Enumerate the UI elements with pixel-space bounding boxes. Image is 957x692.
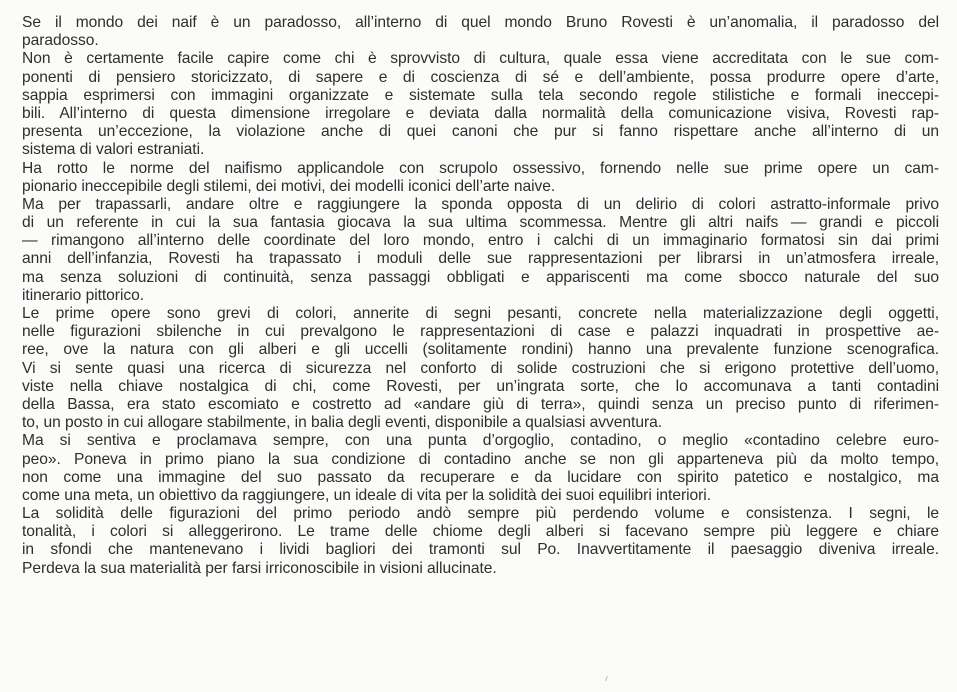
text-line: Ma per trapassarli, andare oltre e raggiungere la sponda opposta di un delirio di colori astratto-informale privo xyxy=(22,195,939,213)
text-line: di un referente in cui la sua fantasia giocava la sua ultima scommessa. Mentre gli altri naifs — grandi e piccoli xyxy=(22,214,939,232)
text-line: viste nella chiave nostalgica di chi, come Rovesti, per un’ingrata sorte, che lo accomunava a tanti contadini xyxy=(22,377,939,395)
text-line: peo». Poneva in primo piano la sua condizione di contadino anche se non gli apparteneva più da molto tempo, xyxy=(22,450,939,468)
text-line: Perdeva la sua materialità per farsi irriconoscibile in visioni allucinate. xyxy=(22,559,497,577)
scan-speck xyxy=(605,676,611,681)
text-line: ree, ove la natura con gli alberi e gli uccelli (solitamente rondini) hanno una prevalente funzione scenografica. xyxy=(22,341,939,359)
text-line: itinerario pittorico. xyxy=(22,286,145,304)
text-line: come una meta, un obiettivo da raggiungere, un ideale di vita per la solidità dei suoi equilibri interiori. xyxy=(22,486,711,504)
text-line: pionario ineccepibile degli stilemi, dei motivi, dei modelli iconici dell’arte naive. xyxy=(22,177,556,195)
text-line: — rimangono all’interno delle coordinate del loro mondo, entro i calchi di un immaginario formatosi sin dai primi xyxy=(22,232,939,250)
text-line: della Bassa, era stato escomiato e costretto ad «andare giù di terra», quindi senza un preciso punto di riferimen- xyxy=(22,395,939,413)
text-line: sappia esprimersi con immagini organizzate e sistemate sulla tela secondo regole stilistiche e formali ineccepi- xyxy=(22,86,939,104)
text-line: ponenti di pensiero storicizzato, di sapere e di coscienza di sé e dell’ambiente, possa produrre opere d’arte, xyxy=(22,68,939,86)
text-line: Vi si sente quasi una ricerca di sicurezza nel conforto di solide costruzioni che si erigono protettive dell’uomo, xyxy=(22,359,939,377)
text-line: to, un posto in cui allogare stabilmente, in balia degli eventi, disponibile a qualsiasi avventura. xyxy=(22,414,662,432)
text-line: paradosso. xyxy=(22,32,99,50)
text-line: non come una immagine del suo passato da recuperare e da lucidare con spirito patetico e nostalgico, ma xyxy=(22,468,939,486)
text-line: Ma si sentiva e proclamava sempre, con una punta d’orgoglio, contadino, o meglio «contadino celebre euro- xyxy=(22,432,939,450)
text-line: in sfondi che mantenevano i lividi bagliori dei tramonti sul Po. Inavvertitamente il paesaggio diveniva irreale. xyxy=(22,541,939,559)
text-line: Se il mondo dei naif è un paradosso, all’interno di quel mondo Bruno Rovesti è un’anomalia, il paradosso del xyxy=(22,14,939,31)
text-line: anni dell’infanzia, Rovesti ha trapassato i moduli delle sue rappresentazioni per librarsi in un’atmosfera irreale, xyxy=(22,250,939,268)
text-line: presenta un’eccezione, la violazione anche di quei canoni che pur si fanno rispettare anche all’interno di un xyxy=(22,123,939,141)
text-line: nelle figurazioni sbilenche in cui prevalgono le rappresentazioni di case e palazzi inquadrati in prospettive ae- xyxy=(22,323,939,341)
text-line: sistema di valori estraniati. xyxy=(22,141,205,159)
text-line: Ha rotto le norme del naifismo applicandole con scrupolo ossessivo, fornendo nelle sue prime opere un cam- xyxy=(22,159,939,177)
text-line: La solidità delle figurazioni del primo periodo andò sempre più perdendo volume e consistenza. I segni, le xyxy=(22,505,939,523)
essay-text xyxy=(22,14,939,578)
text-line: Non è certamente facile capire come chi è sprovvisto di cultura, quale essa viene accreditata con le sue com- xyxy=(22,50,939,68)
text-line: Le prime opere sono grevi di colori, annerite di segni pesanti, concrete nella materializzazione degli oggetti, xyxy=(22,305,939,322)
text-line: bili. All’interno di questa dimensione irregolare e deviata dalla normalità della comunicazione visiva, Rovesti rap- xyxy=(22,104,939,122)
text-line: tonalità, i colori si alleggerirono. Le trame delle chiome degli alberi si facevano sempre più leggere e chiare xyxy=(22,523,939,541)
text-line: ma senza soluzioni di continuità, senza passaggi obbligati e appariscenti ma come sbocco naturale del suo xyxy=(22,268,939,286)
